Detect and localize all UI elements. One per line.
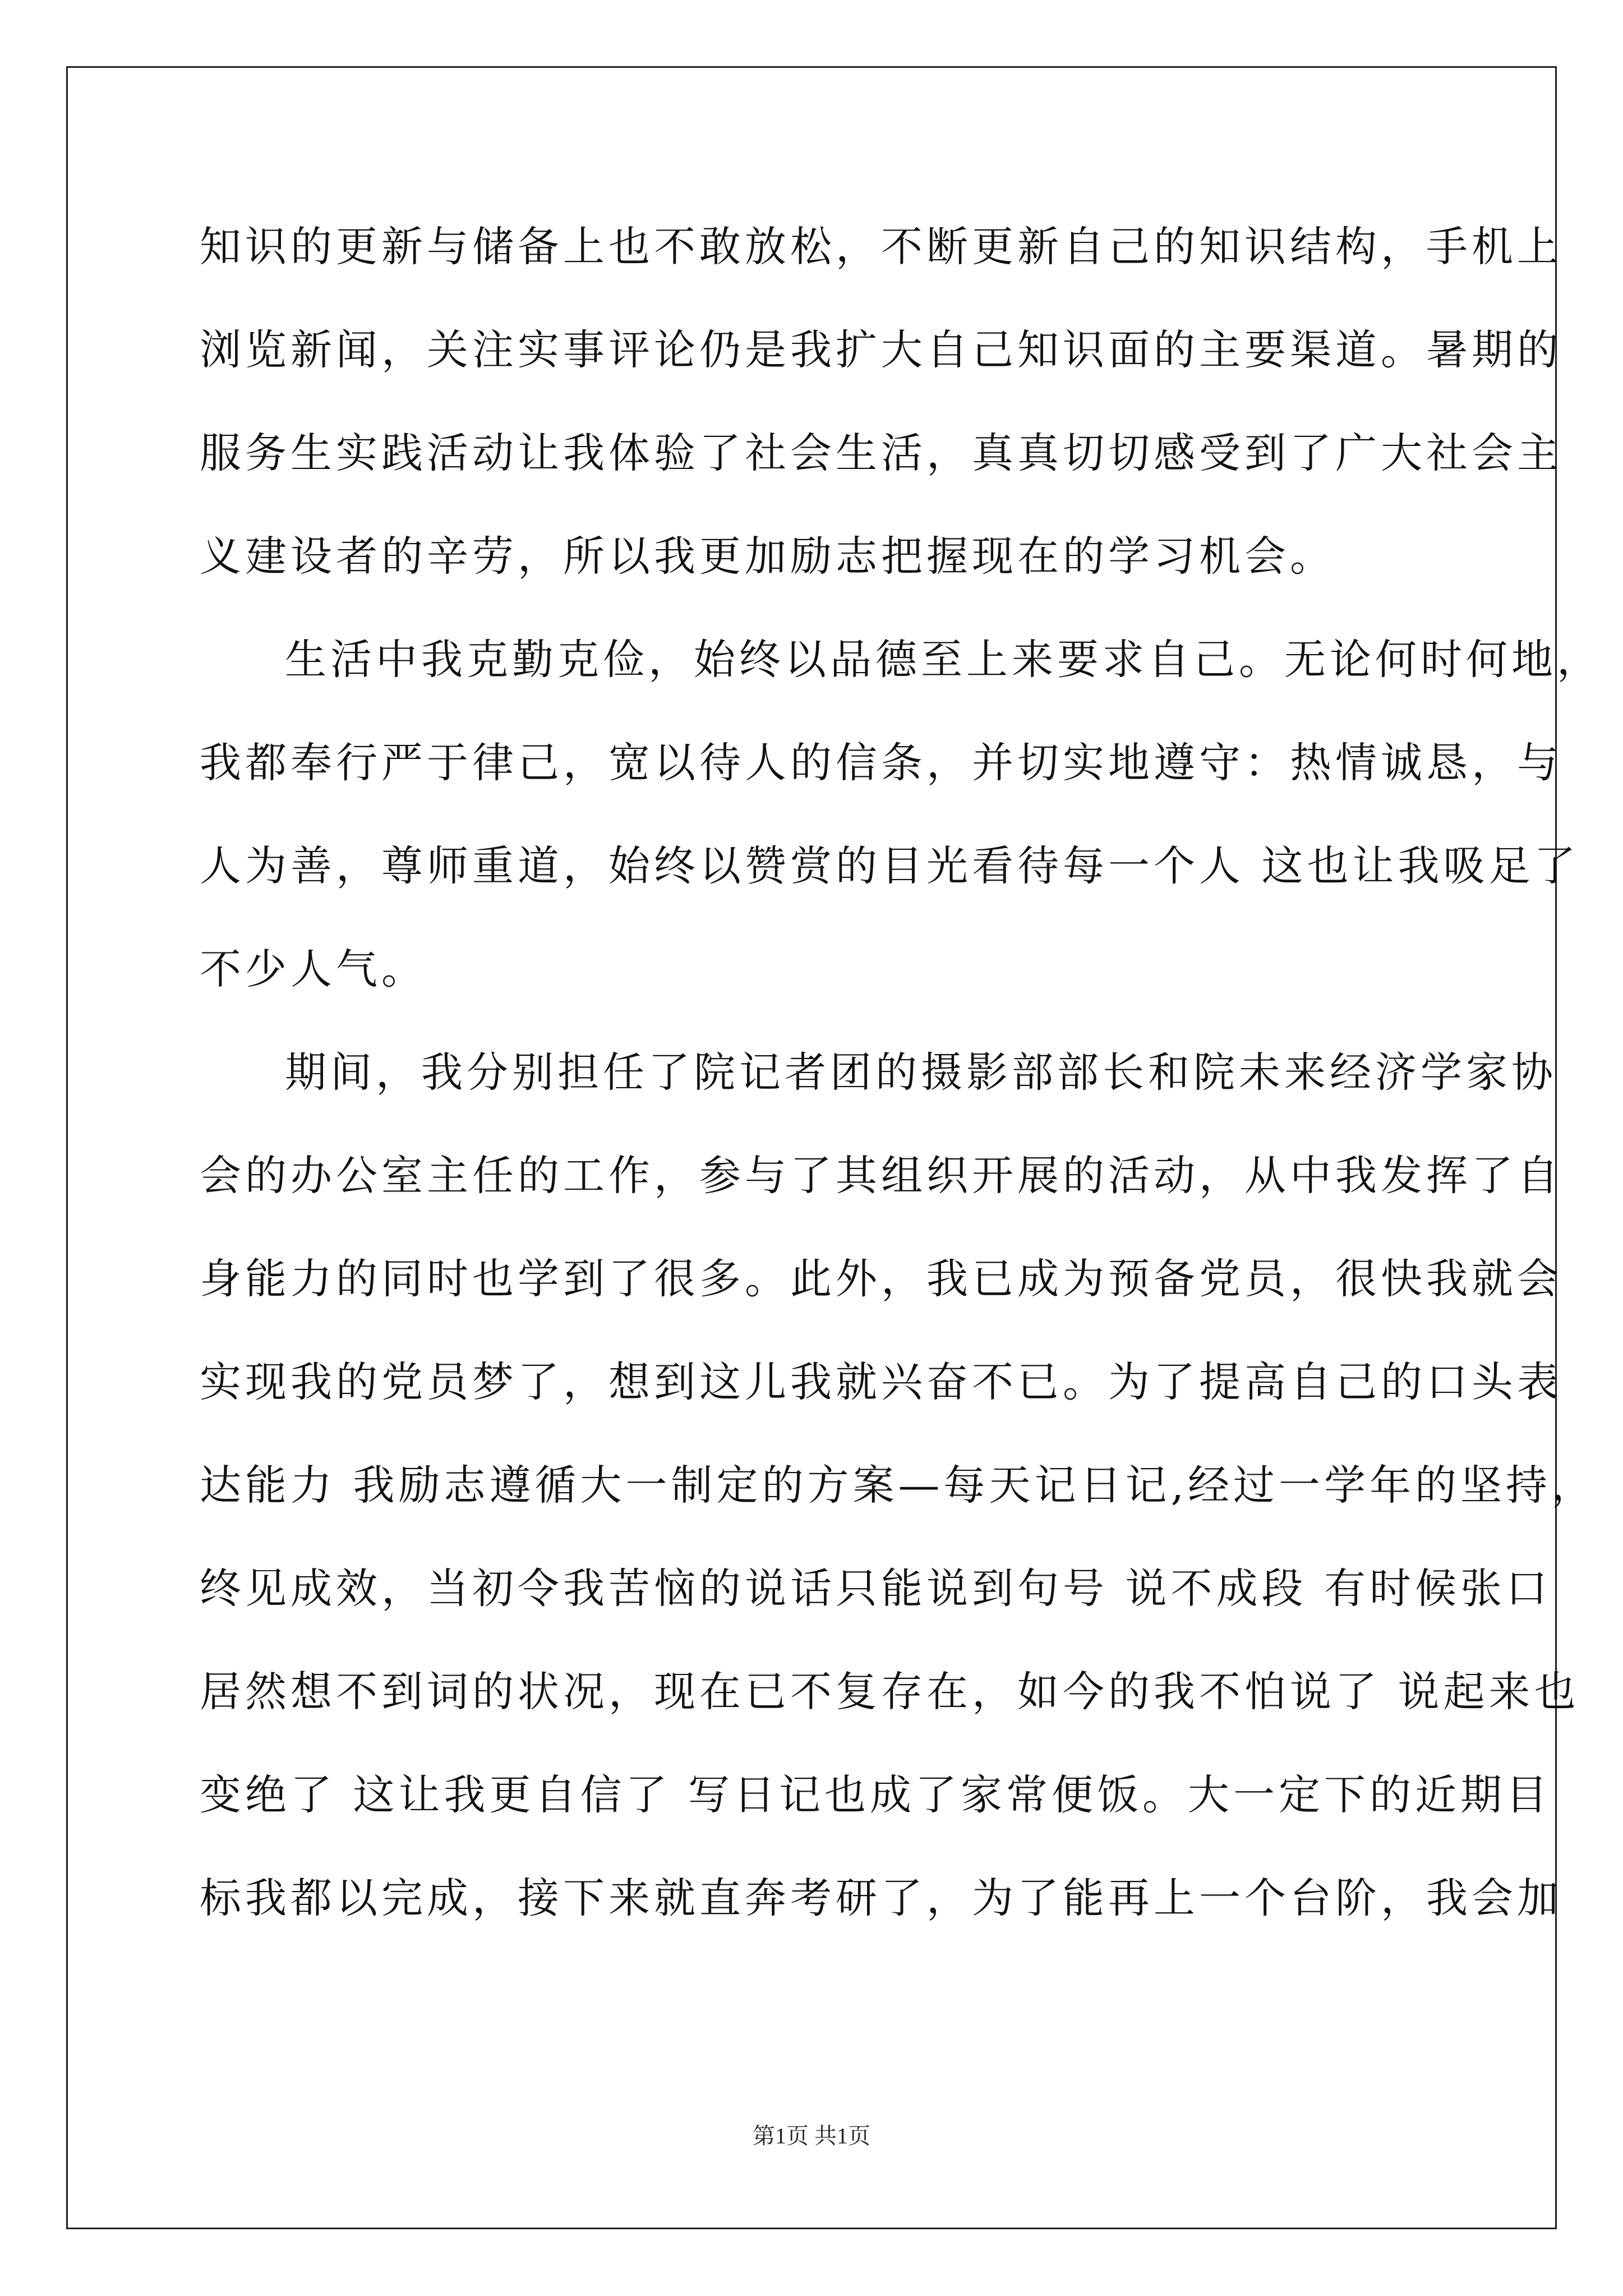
text-line: 终见成效，当初令我苦恼的说话只能说到句号 说不成段 有时候张口	[200, 1565, 1552, 1613]
text-line: 人为善，尊师重道，始终以赞赏的目光看待每一个人 这也让我吸足了	[200, 842, 1580, 890]
document-body	[200, 219, 1602, 1973]
text-line: 服务生实践活动让我体验了社会生活，真真切切感受到了广大社会主	[200, 429, 1562, 477]
text-line: 居然想不到词的状况，现在已不复存在，如今的我不怕说了 说起来也	[200, 1668, 1580, 1716]
text-line: 知识的更新与储备上也不敢放松，不断更新自己的知识结构，手机上	[200, 223, 1562, 271]
text-line: 期间，我分别担任了院记者团的摄影部部长和院未来经济学家协	[285, 1048, 1557, 1097]
text-line: 身能力的同时也学到了很多。此外，我已成为预备党员，很快我就会	[200, 1255, 1562, 1303]
text-line: 生活中我克勤克俭，始终以品德至上来要求自己。无论何时何地，	[285, 636, 1602, 684]
text-line: 达能力 我励志遵循大一制定的方案—每天记日记,经过一学年的坚持，	[200, 1461, 1597, 1510]
text-line: 义建设者的辛劳，所以我更加励志把握现在的学习机会。	[200, 532, 1335, 581]
text-line: 我都奉行严于律己，宽以待人的信条，并切实地遵守：热情诚恳，与	[200, 739, 1562, 787]
text-line: 浏览新闻，关注实事评论仍是我扩大自己知识面的主要渠道。暑期的	[200, 326, 1562, 374]
text-line: 不少人气。	[200, 945, 427, 993]
text-line: 会的办公室主任的工作，参与了其组织开展的活动，从中我发挥了自	[200, 1152, 1562, 1200]
text-line: 变绝了 这让我更自信了 写日记也成了家常便饭。大一定下的近期目	[200, 1771, 1552, 1819]
text-line: 标我都以完成，接下来就直奔考研了，为了能再上一个台阶，我会加	[200, 1874, 1562, 1922]
page-number-footer: 第1页 共1页	[753, 2123, 870, 2148]
text-line: 实现我的党员梦了，想到这儿我就兴奋不已。为了提高自己的口头表	[200, 1358, 1562, 1406]
